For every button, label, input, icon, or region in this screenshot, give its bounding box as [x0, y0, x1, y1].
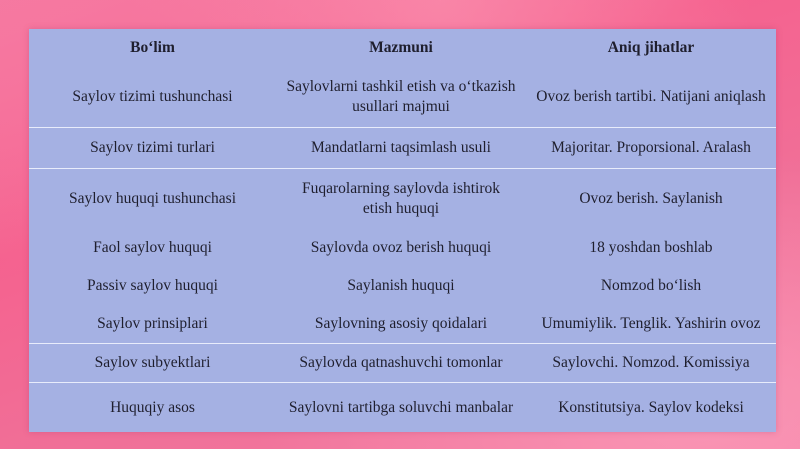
table-row: [29, 67, 776, 128]
table-cell: Umumiylik. Tenglik. Yashirin ovoz: [526, 305, 776, 344]
table-cell: Saylov prinsiplari: [29, 305, 276, 344]
table-cell: Ovoz berish. Saylanish: [579, 189, 723, 207]
table-cell: Saylov tizimi tushunchasi: [29, 67, 276, 128]
table-header-row: [29, 29, 776, 67]
table-row: [29, 383, 776, 432]
table-cell: Saylovchi. Nomzod. Komissiya: [526, 344, 776, 383]
election-system-table: [29, 29, 776, 432]
table-cell: Huquqiy asos: [110, 398, 195, 416]
table-row: [29, 229, 776, 267]
table-cell: Saylov subyektlari: [29, 344, 276, 383]
table-row: [29, 344, 776, 383]
table-cell: Fuqarolarning saylovda ishtirok etish huquqi: [301, 179, 501, 217]
table-row: [29, 128, 776, 168]
header-content: Mazmuni: [369, 39, 433, 56]
table-cell: Saylanish huquqi: [347, 276, 455, 294]
table-cell: Saylovlarni tashkil etish va o‘tkazish usullari majmui: [276, 67, 526, 128]
table-cell: Saylovni tartibga soluvchi manbalar: [288, 398, 514, 416]
table-row: [29, 168, 776, 229]
table-cell: Saylovda qatnashuvchi tomonlar: [276, 344, 526, 383]
content-table-container: [29, 29, 776, 432]
table-cell: Saylov huquqi tushunchasi: [68, 189, 237, 207]
table-cell: Faol saylov huquqi: [93, 238, 212, 256]
table-cell: Saylovda ovoz berish huquqi: [310, 238, 492, 256]
table-cell: 18 yoshdan boshlab: [589, 238, 713, 256]
table-cell: Saylov tizimi turlari: [29, 128, 276, 168]
table-cell: Passiv saylov huquqi: [87, 276, 218, 294]
table-row: [29, 267, 776, 305]
table-cell: Konstitutsiya. Saylov kodeksi: [558, 398, 744, 416]
table-cell: Nomzod bo‘lish: [600, 276, 702, 294]
table-cell: Majoritar. Proporsional. Aralash: [526, 128, 776, 168]
header-specific-aspects: Aniq jihatlar: [607, 39, 695, 56]
header-section: Bo‘lim: [130, 39, 175, 56]
table-cell: Ovoz berish tartibi. Natijani aniqlash: [526, 67, 776, 128]
table-row: [29, 305, 776, 344]
table-cell: Saylovning asosiy qoidalari: [276, 305, 526, 344]
table-cell: Mandatlarni taqsimlash usuli: [276, 128, 526, 168]
